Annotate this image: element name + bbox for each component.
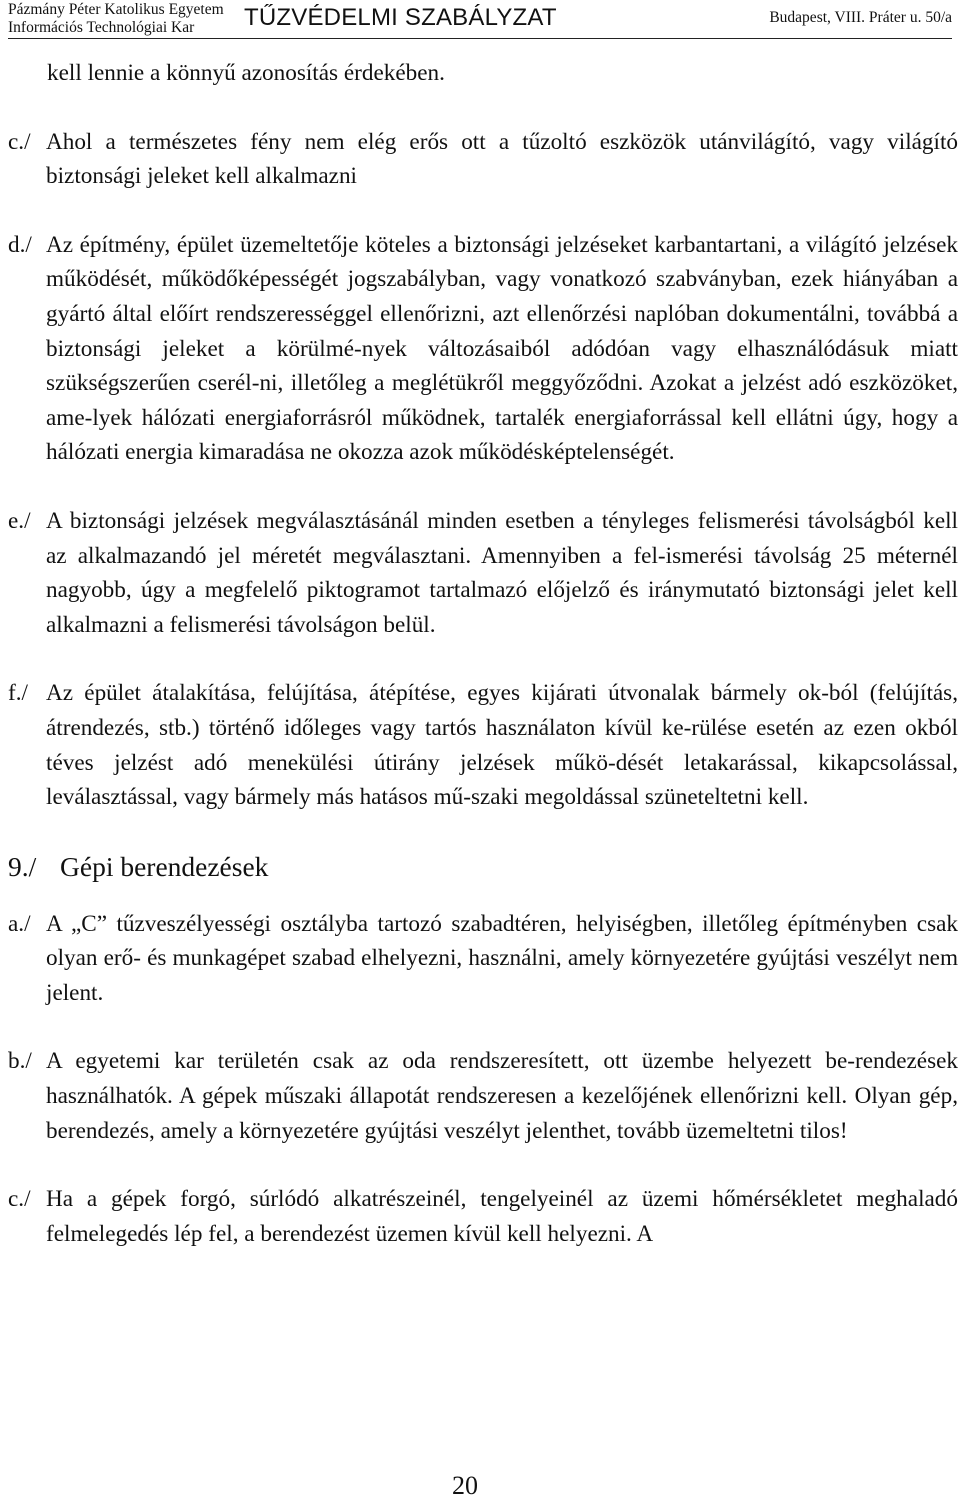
header-institution [8, 1, 224, 37]
list-item [8, 125, 958, 194]
continued-paragraph: kell lennie a könnyű azonosítás érdekében. [47, 60, 445, 86]
list-item-label: f./ [8, 680, 28, 707]
list-item-label: c./ [8, 128, 31, 155]
list-item-text: Az építmény, épület üzemeltetője köteles a biztonsági jelzéseket karbantartani, a világító jelzések működését, működőképességét jogszabályban, vagy vonatkozó szabványban, ezek hiányában a gyártó által előírt rendszerességgel ellenőrizni, azt ellenőrzési naplóban dokumentálni, továbbá a biztonsági jeleket a körülmé-nyek változásaiból adódóan vagy elhasználódásuk miatt szükségszerűen cserél-ni, illetőleg a meglétükről meggyőződni. Azokat a jelzést adó eszközöket, ame-lyek hálózati energiaforrásról működnek, tartalék energiaforrással kell ellátni úgy, hogy a hálózati energia kimaradása ne okozza azok működésképtelenségét. [46, 231, 958, 466]
list-item-text: Ha a gépek forgó, súrlódó alkatrészeinél, tengelyeinél az üzemi hőmérsékletet meghaladó felmelegedés lép fel, a berendezést üzemen kívül kell helyezni. A [46, 1186, 958, 1247]
list-item-text: A „C” tűzveszélyességi osztályba tartozó szabadtéren, helyiségben, illetőleg építményben csak olyan erő- és munkagépet szabad elhelyezni, használni, amely környezetére gyújtási veszélyt nem jelent. [46, 910, 958, 1006]
list-item [8, 228, 958, 470]
header-document-title: TŰZVÉDELMI SZABÁLYZAT [244, 4, 557, 31]
list-item-text: Ahol a természetes fény nem elég erős ott a tűzoltó eszközök utánvilágító, vagy világító biztonsági jeleket kell alkalmazni [46, 128, 958, 190]
header-faculty-name: Információs Technológiai Kar [8, 19, 195, 36]
list-item-label: c./ [8, 1186, 31, 1213]
list-item [8, 676, 958, 814]
list-item [8, 907, 958, 1011]
list-item [8, 1044, 958, 1148]
list-item [8, 1182, 958, 1251]
header-address: Budapest, VIII. Práter u. 50/a [769, 9, 952, 26]
list-item-text: A egyetemi kar területén csak az oda rendszeresített, ott üzembe helyezett be-rendezések használhatók. A gépek műszaki állapotát rendszeresen a kezelőjének ellenőrizni kell. Olyan gép, berendezés, amely a környezetére gyújtási veszélyt jelenthet, tovább üzemeltetni tilos! [46, 1048, 958, 1144]
document-body [8, 56, 958, 1285]
list-item-label: d./ [8, 231, 32, 258]
list-item-label: b./ [8, 1048, 32, 1075]
list-item-label: e./ [8, 507, 31, 534]
list-item-label: a./ [8, 910, 31, 937]
section-title: Gépi berendezések [60, 850, 269, 882]
list-item-text: A biztonsági jelzések megválasztásánál minden esetben a tényleges felismerési távolságból kell az alkalmazandó jel méretét megválasztani. Amennyiben a fel-ismerési távolság 25 méternél nagyobb, úgy a megfelelő piktogramot tartalmazó előjelző és iránymutató biztonsági jelet kell alkalmazni a felismerési távolságon belül. [46, 507, 958, 638]
section-heading [8, 849, 958, 885]
list-item [8, 504, 958, 642]
page-header [8, 0, 952, 39]
header-university-name: Pázmány Péter Katolikus Egyetem [8, 1, 224, 18]
section-number: 9./ [8, 850, 37, 882]
page-number: 20 [452, 1471, 478, 1500]
list-item-text: Az épület átalakítása, felújítása, átépítése, egyes kijárati útvonalak bármely ok-ból (felújítás, átrendezés, stb.) történő időleges vagy tartós használaton kívül ke-rülése esetén az ezen okból téves jelzést adó menekülési útirány jelzések műkö-dését letakarással, kikapcsolással, leválasztással, vagy bármely más hatásos mű-szaki megoldással szüneteltetni kell. [46, 680, 958, 811]
